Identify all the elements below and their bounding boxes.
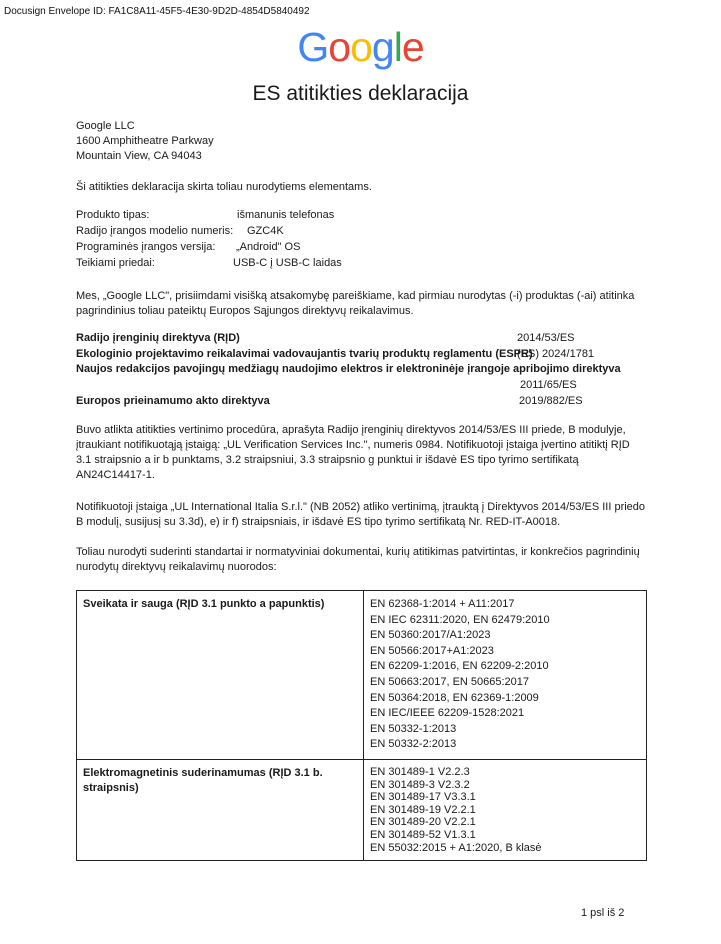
directive-red-code: 2014/53/ES (517, 332, 575, 344)
page-indicator: 1 psl iš 2 (581, 907, 625, 919)
procedure-line: įtraukiant notifikuotąją įstaigą: „UL Verification Services Inc.", numeris 0984. Notifikuotoji įstaiga įvertino atitiktį RĮD (76, 439, 630, 451)
directive-red-name: Radijo įrenginių direktyva (RĮD) (76, 332, 240, 344)
directive-espr-code: (ES) 2024/1781 (517, 348, 595, 360)
standards-table (76, 590, 647, 861)
standard-item: EN 50332-1:2013 (370, 722, 457, 735)
declaration-text (76, 289, 634, 319)
logo-letter: g (371, 24, 394, 70)
standard-item: EN 50332-2:2013 (370, 738, 457, 751)
notified-line: B modulį, susijusį su 3.3d), e) ir f) straipsniais, ir išdavė ES tipo tyrimo sertifikatą Nr. RED-IT-A0018. (76, 516, 561, 528)
model-value: GZC4K (247, 225, 284, 237)
declaration-line: pagrindinius toliau pateiktų Europos Sąjungos direktyvų reikalavimus. (76, 305, 414, 317)
envelope-id: Docusign Envelope ID: FA1C8A11-45F5-4E30-9D2D-4854D5840492 (4, 6, 310, 17)
category-cell (77, 759, 364, 860)
logo-letter: l (393, 24, 402, 70)
accessories-value: USB-C į USB-C laidas (233, 257, 342, 269)
standards-intro-line: Toliau nurodyti suderinti standartai ir normatyviniai dokumentai, kurių atitikimas patvirtintas, ir konkrečios pagrindinių (76, 546, 640, 558)
standard-item: EN 50364:2018, EN 62369-1:2009 (370, 691, 539, 704)
software-value: „Android" OS (236, 241, 301, 253)
standard-item: EN 301489-20 V2.2.1 (370, 816, 476, 829)
standard-item: EN 50360:2017/A1:2023 (370, 629, 491, 642)
directive-rohs-code: 2011/65/ES (520, 379, 577, 391)
product-type-label: Produkto tipas: (76, 209, 150, 221)
procedure-line: AN24C14417-1. (76, 469, 155, 481)
standard-item: EN 62209-1:2016, EN 62209-2:2010 (370, 660, 549, 673)
standard-item: EN 55032:2015 + A1:2020, B klasė (370, 841, 542, 854)
standard-item: EN 301489-1 V2.2.3 (370, 765, 470, 778)
category-line: straipsnis) (83, 781, 139, 794)
address-block (76, 119, 214, 164)
table-row (77, 591, 647, 760)
logo-letter: o (350, 24, 372, 70)
address-line: 1600 Amphitheatre Parkway (76, 135, 214, 147)
page-title: ES atitikties deklaracija (252, 82, 469, 105)
notified-body-text (76, 500, 645, 530)
table-row (77, 759, 647, 860)
standard-item: EN IEC 62311:2020, EN 62479:2010 (370, 613, 550, 626)
standards-cell (364, 591, 647, 760)
model-label: Radijo įrangos modelio numeris: (76, 225, 234, 237)
standard-item: EN 301489-3 V2.3.2 (370, 778, 470, 791)
procedure-line: 3.1 straipsnio a ir b punktams, 3.2 straipsniui, 3.3 straipsnio g punktui ir išdavė ES tipo tyrimo sertifikatą (76, 454, 579, 466)
directive-rohs-name: Naujos redakcijos pavojingų medžiagų naudojimo elektros ir elektroninėje įrangoje apribojimo direktyva (76, 363, 621, 375)
logo-letter: G (297, 24, 329, 70)
standard-item: EN 301489-17 V3.3.1 (370, 791, 476, 804)
standard-item: EN 50663:2017, EN 50665:2017 (370, 675, 530, 688)
address-line: Google LLC (76, 120, 135, 132)
accessories-label: Teikiami priedai: (76, 257, 155, 269)
standards-intro-text (76, 545, 640, 575)
standard-item: EN 301489-19 V2.2.1 (370, 803, 476, 816)
standard-item: EN 50566:2017+A1:2023 (370, 644, 494, 657)
intro-text: Ši atitikties deklaracija skirta toliau nurodytiems elementams. (76, 181, 372, 193)
declaration-line: Mes, „Google LLC", prisiimdami visišką atsakomybę pareiškiame, kad pirmiau nurodytas (-i) produktas (-ai) atitinka (76, 290, 635, 302)
standards-intro-line: nurodytų direktyvų reikalavimų nuorodos: (76, 561, 277, 573)
procedure-line: Buvo atlikta atitikties vertinimo procedūra, aprašyta Radijo įrenginių direktyvos 2014/53/ES III priede, B modulyje, (76, 424, 626, 436)
directive-eaa-code: 2019/882/ES (519, 395, 583, 407)
product-type-value: išmanunis telefonas (237, 209, 335, 221)
directive-eaa-name: Europos prieinamumo akto direktyva (76, 395, 270, 407)
standard-item: EN 301489-52 V1.3.1 (370, 828, 476, 841)
google-logo (0, 24, 721, 72)
logo-letter: e (401, 24, 424, 70)
logo-letter: o (328, 24, 351, 70)
procedure-text (76, 423, 630, 483)
standards-cell (364, 759, 647, 860)
address-line: Mountain View, CA 94043 (76, 150, 202, 162)
notified-line: Notifikuotoji įstaiga „UL International Italia S.r.l." (NB 2052) atliko vertinimą, įtrauktą į Direktyvos 2014/53/ES III priedo (76, 501, 646, 513)
directive-espr-name: Ekologinio projektavimo reikalavimai vadovaujantis tvarių produktų reglamentu (ESPR) (76, 348, 533, 360)
category-cell: Sveikata ir sauga (RĮD 3.1 punkto a papunktis) (77, 591, 364, 760)
standard-item: EN 62368-1:2014 + A11:2017 (370, 598, 515, 610)
standard-item: EN IEC/IEEE 62209-1528:2021 (370, 707, 525, 720)
category-line: Elektromagnetinis suderinamumas (RĮD 3.1 b. (83, 766, 323, 779)
software-label: Programinės įrangos versija: (76, 241, 216, 253)
